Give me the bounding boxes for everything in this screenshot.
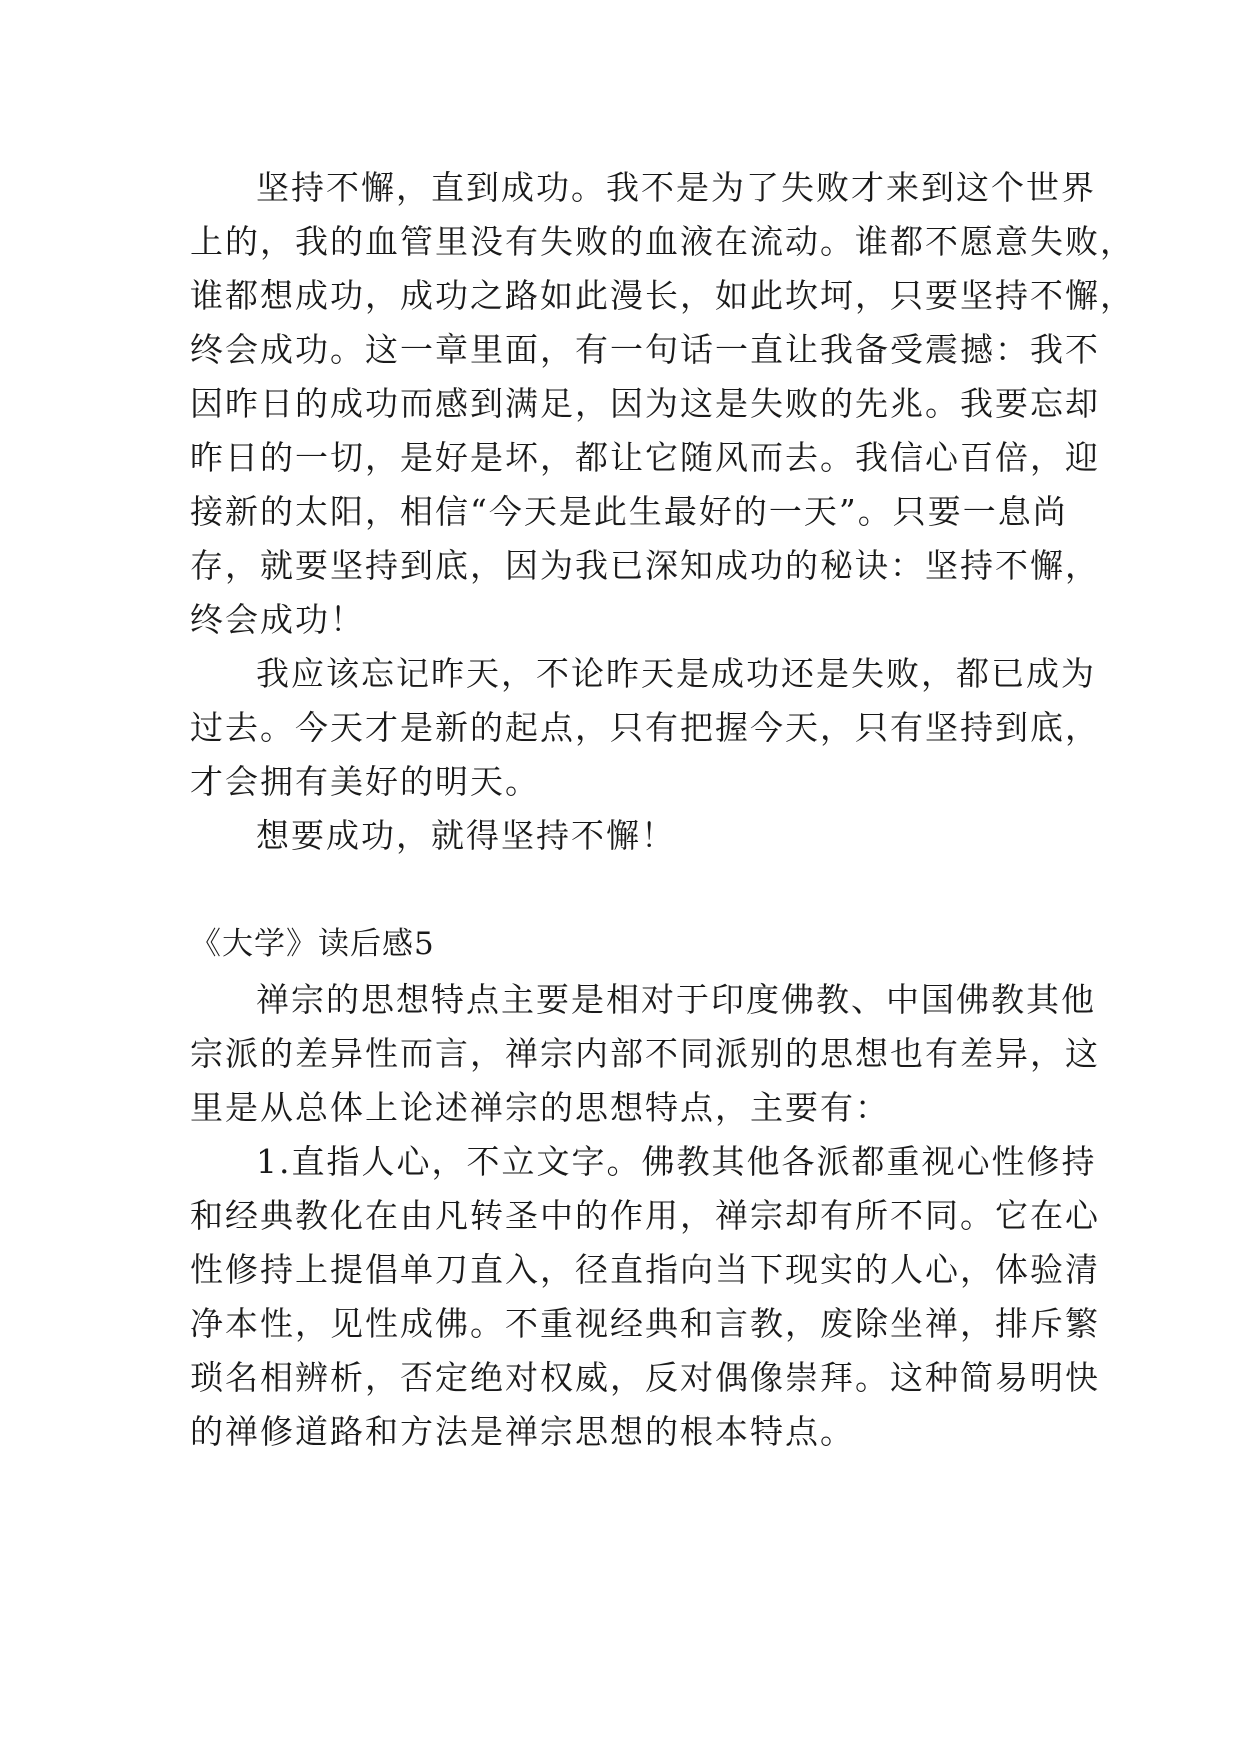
paragraph-1-line-6: 昨日的一切，是好是坏，都让它随风而去。我信心百倍，迎 — [190, 438, 1100, 477]
paragraph-1-line-1: 坚持不懈，直到成功。我不是为了失败才来到这个世界 — [256, 168, 1096, 207]
section-paragraph-2-line-6: 的禅修道路和方法是禅宗思想的根本特点。 — [190, 1412, 855, 1451]
paragraph-1-line-3: 谁都想成功，成功之路如此漫长，如此坎坷，只要坚持不懈， — [190, 276, 1135, 315]
paragraph-1-line-5: 因昨日的成功而感到满足，因为这是失败的先兆。我要忘却 — [190, 384, 1100, 423]
section-paragraph-2-line-5: 琐名相辨析，否定绝对权威，反对偶像崇拜。这种简易明快 — [190, 1358, 1100, 1397]
section-paragraph-2-line-2: 和经典教化在由凡转圣中的作用，禅宗却有所不同。它在心 — [190, 1196, 1100, 1235]
paragraph-1-line-2: 上的，我的血管里没有失败的血液在流动。谁都不愿意失败， — [190, 222, 1135, 261]
paragraph-1-line-7: 接新的太阳，相信“今天是此生最好的一天”。只要一息尚 — [190, 492, 1068, 531]
section-paragraph-1-line-2: 宗派的差异性而言，禅宗内部不同派别的思想也有差异，这 — [190, 1034, 1100, 1073]
section-paragraph-1-line-1: 禅宗的思想特点主要是相对于印度佛教、中国佛教其他 — [256, 980, 1096, 1019]
paragraph-1-line-8: 存，就要坚持到底，因为我已深知成功的秘诀：坚持不懈， — [190, 546, 1100, 585]
paragraph-1-line-4: 终会成功。这一章里面，有一句话一直让我备受震撼：我不 — [190, 330, 1100, 369]
section-paragraph-2-line-3: 性修持上提倡单刀直入，径直指向当下现实的人心，体验清 — [190, 1250, 1100, 1289]
paragraph-1-line-9: 终会成功！ — [190, 600, 365, 639]
paragraph-2-line-1: 我应该忘记昨天，不论昨天是成功还是失败，都已成为 — [256, 654, 1096, 693]
section-paragraph-2-line-4: 净本性，见性成佛。不重视经典和言教，废除坐禅，排斥繁 — [190, 1304, 1100, 1343]
paragraph-2-line-3: 才会拥有美好的明天。 — [190, 762, 540, 801]
section-title: 《大学》读后感5 — [190, 926, 435, 962]
paragraph-2-line-2: 过去。今天才是新的起点，只有把握今天，只有坚持到底， — [190, 708, 1100, 747]
paragraph-3-line-1: 想要成功，就得坚持不懈！ — [256, 816, 676, 855]
section-paragraph-2-line-1: 1.直指人心，不立文字。佛教其他各派都重视心性修持 — [256, 1142, 1097, 1181]
section-paragraph-1-line-3: 里是从总体上论述禅宗的思想特点，主要有： — [190, 1088, 890, 1127]
